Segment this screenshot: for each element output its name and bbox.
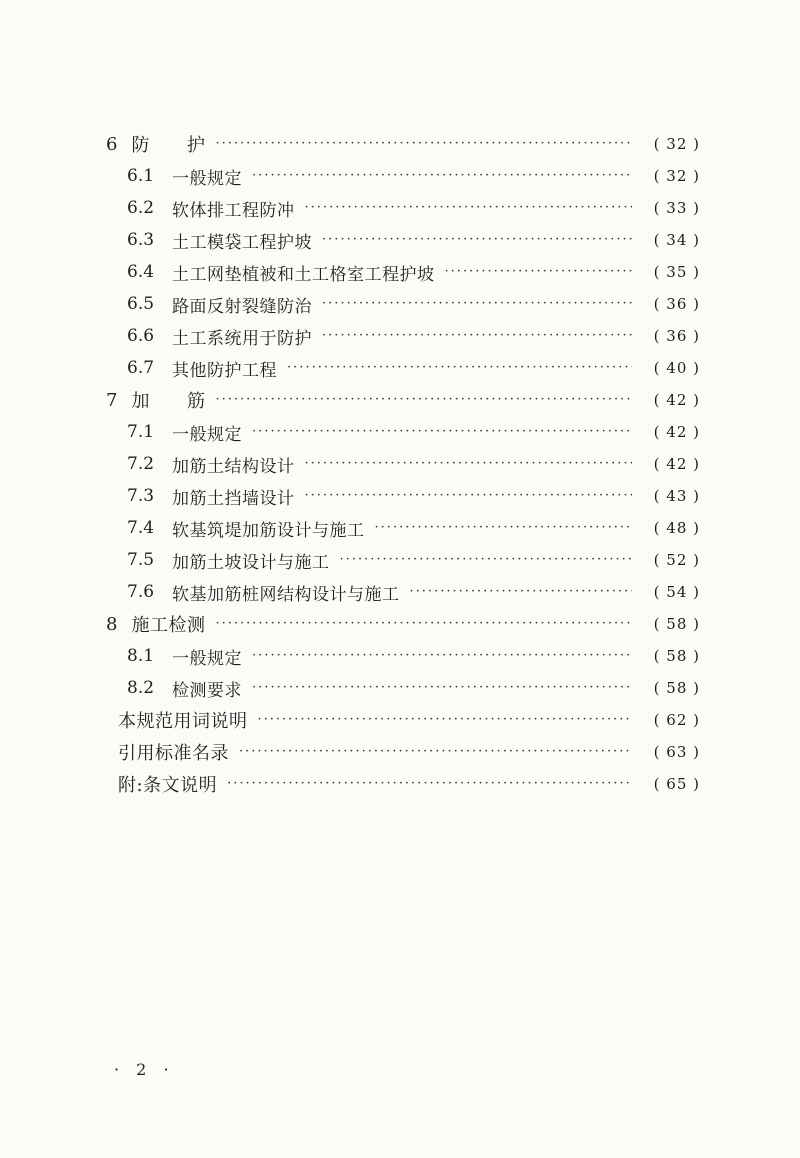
toc-entry[interactable] xyxy=(0,320,800,352)
toc-entry-number: 6.2 xyxy=(127,198,155,218)
toc-entry[interactable] xyxy=(0,480,800,512)
toc-entry-number: 7.5 xyxy=(127,550,155,570)
toc-entry-page: ( 42 ) xyxy=(653,423,700,441)
toc-entry-page: ( 63 ) xyxy=(653,743,700,761)
toc-entry-title: 一般规定 xyxy=(172,424,243,445)
toc-entry-title: 一般规定 xyxy=(172,168,243,189)
toc-entry-number: 8 xyxy=(106,613,118,635)
dot-leader xyxy=(215,391,632,409)
toc-entry-title: 软基加筋桩网结构设计与施工 xyxy=(172,584,400,605)
toc-entry-number: 6 xyxy=(106,133,118,155)
toc-entry[interactable] xyxy=(0,672,800,704)
toc-entry-number: 6.1 xyxy=(127,166,155,186)
dot-leader xyxy=(322,295,632,313)
toc-entry-number: 7.2 xyxy=(127,454,155,474)
toc-entry-page: ( 35 ) xyxy=(653,263,700,281)
toc-entry-page: ( 40 ) xyxy=(653,359,700,377)
toc-entry[interactable] xyxy=(0,160,800,192)
dot-leader xyxy=(305,199,632,217)
toc-entry-title: 检测要求 xyxy=(172,680,243,701)
toc-entry-title: 土工系统用于防护 xyxy=(172,328,313,349)
toc-entry-number: 6.6 xyxy=(127,326,155,346)
dot-leader xyxy=(322,327,632,345)
toc-entry-title: 加筋土挡墙设计 xyxy=(172,488,295,509)
dot-leader xyxy=(375,519,632,537)
toc-entry[interactable] xyxy=(0,704,800,736)
toc-entry-page: ( 32 ) xyxy=(653,167,700,185)
toc-entry-page: ( 33 ) xyxy=(653,199,700,217)
toc-entry[interactable] xyxy=(0,352,800,384)
toc-entry-page: ( 65 ) xyxy=(653,775,700,793)
toc-entry-number: 6.5 xyxy=(127,294,155,314)
toc-entry-page: ( 32 ) xyxy=(653,135,700,153)
toc-entry-title: 软基筑堤加筋设计与施工 xyxy=(172,520,365,541)
toc-entry[interactable] xyxy=(0,768,800,800)
toc-entry[interactable] xyxy=(0,256,800,288)
toc-entry-title: 加筋土结构设计 xyxy=(172,456,295,477)
toc-entry[interactable] xyxy=(0,224,800,256)
toc-entry[interactable] xyxy=(0,192,800,224)
dot-leader xyxy=(322,231,632,249)
toc-entry-page: ( 52 ) xyxy=(653,551,700,569)
toc-entry[interactable] xyxy=(0,608,800,640)
table-of-contents xyxy=(0,128,800,800)
toc-entry-page: ( 42 ) xyxy=(653,455,700,473)
toc-entry[interactable] xyxy=(0,448,800,480)
toc-entry[interactable] xyxy=(0,736,800,768)
toc-entry-number: 8.2 xyxy=(127,678,155,698)
dot-leader xyxy=(252,167,632,185)
dot-leader xyxy=(410,583,632,601)
toc-entry-number: 8.1 xyxy=(127,646,155,666)
toc-entry-number: 6.7 xyxy=(127,358,155,378)
toc-entry[interactable] xyxy=(0,544,800,576)
toc-entry-title: 一般规定 xyxy=(172,648,243,669)
toc-entry-page: ( 36 ) xyxy=(653,327,700,345)
toc-entry-title: 附:条文说明 xyxy=(118,775,218,796)
toc-entry-page: ( 36 ) xyxy=(653,295,700,313)
toc-entry-number: 7.6 xyxy=(127,582,155,602)
toc-entry-title: 引用标准名录 xyxy=(118,743,229,764)
toc-entry-number: 6.3 xyxy=(127,230,155,250)
toc-entry-page: ( 58 ) xyxy=(653,615,700,633)
toc-entry[interactable] xyxy=(0,384,800,416)
toc-entry-title: 防 护 xyxy=(131,135,206,156)
dot-leader xyxy=(215,615,632,633)
page-number: · 2 · xyxy=(114,1060,175,1079)
toc-entry-title: 加筋土坡设计与施工 xyxy=(172,552,330,573)
dot-leader xyxy=(258,711,633,729)
toc-entry[interactable] xyxy=(0,288,800,320)
toc-entry-number: 6.4 xyxy=(127,262,155,282)
dot-leader xyxy=(305,487,632,505)
toc-entry[interactable] xyxy=(0,576,800,608)
toc-entry-page: ( 58 ) xyxy=(653,647,700,665)
dot-leader xyxy=(215,135,632,153)
toc-entry[interactable] xyxy=(0,640,800,672)
toc-entry-title: 本规范用词说明 xyxy=(118,711,248,732)
toc-entry[interactable] xyxy=(0,416,800,448)
dot-leader xyxy=(239,743,632,761)
toc-entry-page: ( 58 ) xyxy=(653,679,700,697)
toc-entry-page: ( 42 ) xyxy=(653,391,700,409)
dot-leader xyxy=(227,775,632,793)
dot-leader xyxy=(340,551,632,569)
dot-leader xyxy=(305,455,632,473)
toc-entry[interactable] xyxy=(0,512,800,544)
dot-leader xyxy=(287,359,632,377)
dot-leader xyxy=(445,263,632,281)
toc-entry[interactable] xyxy=(0,128,800,160)
dot-leader xyxy=(252,423,632,441)
toc-entry-page: ( 34 ) xyxy=(653,231,700,249)
toc-entry-page: ( 54 ) xyxy=(653,583,700,601)
toc-entry-title: 其他防护工程 xyxy=(172,360,278,381)
toc-entry-page: ( 48 ) xyxy=(653,519,700,537)
toc-entry-page: ( 43 ) xyxy=(653,487,700,505)
toc-entry-number: 7.3 xyxy=(127,486,155,506)
toc-entry-title: 路面反射裂缝防治 xyxy=(172,296,313,317)
toc-entry-number: 7.1 xyxy=(127,422,155,442)
dot-leader xyxy=(252,647,632,665)
toc-entry-number: 7.4 xyxy=(127,518,155,538)
toc-entry-title: 施工检测 xyxy=(131,615,206,636)
toc-entry-title: 土工模袋工程护坡 xyxy=(172,232,313,253)
toc-entry-title: 软体排工程防冲 xyxy=(172,200,295,221)
toc-entry-number: 7 xyxy=(106,389,118,411)
toc-entry-title: 土工网垫植被和土工格室工程护坡 xyxy=(172,264,435,285)
dot-leader xyxy=(252,679,632,697)
toc-entry-page: ( 62 ) xyxy=(653,711,700,729)
toc-entry-title: 加 筋 xyxy=(131,391,206,412)
